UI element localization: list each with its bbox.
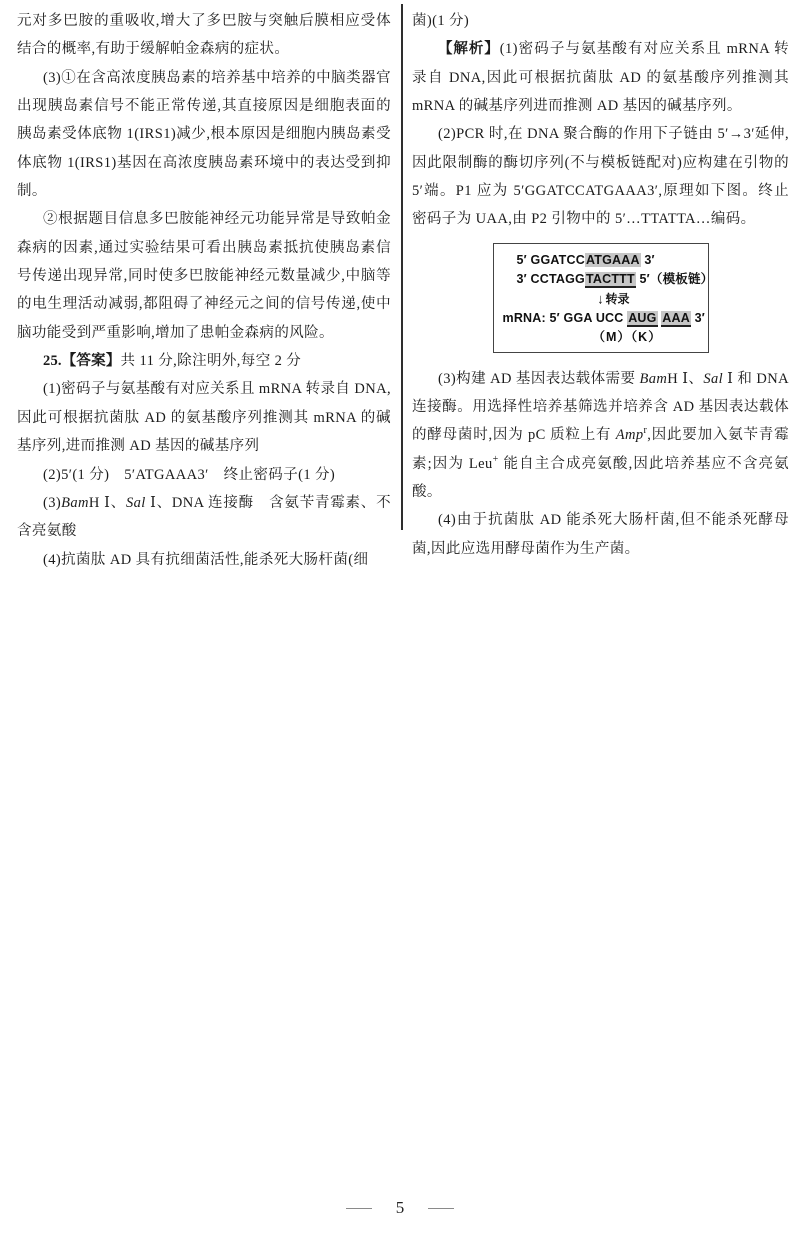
answer-25-item-3 [17,489,391,546]
right-column [412,7,789,563]
para-dopamine-continuation [17,7,391,64]
paragraph-text: ,因此要加入氨苄青霉素;因为 [412,427,789,472]
gene-name-amp: Amp [615,427,644,444]
analysis-item-3 [412,365,789,507]
paragraph-text: (4)由于抗菌肽 AD 能杀死大肠杆菌,但不能杀死酵母菌,因此应选用酵母菌作为生产菌。 [412,512,789,557]
highlighted-codon-aaa: AAA [662,310,690,325]
paragraph-text: (3)构建 AD 基因表达载体需要 [438,370,640,387]
paragraph-text: (3)①在含高浓度胰岛素的培养基中培养的中脑类器官出现胰岛素信号不能正常传递,其直接原因是细胞表面的胰岛素受体底物 1(IRS1)减少,根本原因是细胞内胰岛素受体底物 1(IRS1)基因在高浓度胰岛素环境中的表达受到抑制。 [17,69,391,200]
highlighted-codon-atgaaa: ATGAAA [585,252,640,267]
transcription-arrow-row [503,289,699,309]
paragraph-text: 元对多巴胺的重吸收,增大了多巴胺与突触后膜相应受体结合的概率,有助于缓解帕金森病的症状。 [17,13,391,58]
answer-25-header [17,347,391,375]
highlighted-codon-aug: AUG [628,310,657,325]
analysis-item-4 [412,506,789,563]
sequence-text: 3′ [690,310,705,325]
paragraph-text: (1)密码子与氨基酸有对应关系且 mRNA 转录自 DNA,因此可根据抗菌肽 AD 的氨基酸序列推测其 mRNA 的碱基序列进而推测 AD 基因的碱基序列。 [412,41,789,115]
answer-label: 25.【答案】 [43,353,121,370]
down-arrow-icon: ↓ [597,290,604,307]
analysis-header [412,35,789,120]
transcription-diagram [493,243,714,353]
paragraph-text: ②根据题目信息多巴胺能神经元功能异常是导致帕金森病的因素,通过实验结果可看出胰岛素抵抗使胰岛素信号传递出现异常,同时使多巴胺能神经元数量减少,中脑等的电生理活动减弱,都阻碍了神经元之间的信号传递,使中脑功能受到严重影响,增加了患帕金森病的风险。 [17,211,391,341]
answer-25-item-1 [17,375,391,460]
column-divider [401,4,403,530]
mrna-strand [502,309,705,328]
paragraph-text: H Ⅰ、 [88,494,126,511]
answer-25-item-2 [17,461,391,489]
footer-dash-left [346,1208,372,1209]
gene-name-leu: Leu [468,455,493,472]
sequence-text: 3′ [640,252,655,267]
paragraph-text: (1)密码子与氨基酸有对应关系且 mRNA 转录自 DNA,因此可根据抗菌肽 AD 的氨基酸序列推测其 mRNA 的碱基序列,进而推测 AD 基因的碱基序列 [17,381,391,455]
paragraph-text: (2)PCR 时,在 DNA 聚合酶的作用下子链由 5′→3′延伸,因此限制酶的酶切序列(不与模板链配对)应构建在引物的 5′端。P1 应为 5′GGATCCATGAAA3′,原理如下图。终止密码子为 UAA,由 P2 引物中的 5′…TTATTA…编码。 [412,126,789,228]
dna-coding-strand [503,251,699,270]
answer-header-text: 共 11 分,除注明外,每空 2 分 [120,353,302,370]
analysis-label: 【解析】 [438,41,500,58]
footer-dash-right [428,1208,454,1209]
paragraph-text: Ⅰ 和 DNA 连接酶。用选择性培养基筛选并培养含 AD 基因表达载体的酵母菌时,因为 pC 质粒上有 [412,370,789,444]
sequence-text: 5′（模板链） [635,271,714,286]
paragraph-text: Ⅰ、DNA 连接酶 含氨苄青霉素、不含亮氨酸 [17,494,391,540]
para-bacteria-continuation [412,7,789,35]
amino-acid-labels: （M）（K） [592,329,662,344]
page-footer [0,1198,800,1218]
sequence-text: 5′ GGATCC [516,252,585,267]
gene-name-sal: Sal [125,494,146,511]
transcription-arrow-label: 转录 [605,291,630,306]
answer-25-item-4 [17,546,391,574]
page-number: 5 [395,1198,405,1217]
gene-name-sal: Sal [703,370,724,387]
paragraph-text: (3) [43,494,62,511]
gene-name-bam: Bam [639,370,668,387]
sequence-text: 3′ CCTAGG [516,271,585,286]
paragraph-text: 能自主合成亮氨酸,因此培养基应不含亮氨酸。 [412,455,790,501]
paragraph-text: (2)5′(1 分) 5′ATGAAA3′ 终止密码子(1 分) [43,466,336,483]
left-column [17,7,391,574]
gene-name-bam: Bam [61,494,89,511]
sequence-text: mRNA: 5′ GGA UCC [502,310,628,325]
leu-plus-superscript: + [492,453,499,465]
highlighted-codon-tacttt: TACTTT [585,271,635,286]
paragraph-text: 菌)(1 分) [412,13,470,29]
para-answer24-3-1 [17,64,391,206]
analysis-item-2 [412,120,789,233]
paragraph-text: H Ⅰ、 [667,370,704,387]
paragraph-text: (4)抗菌肽 AD 具有抗细菌活性,能杀死大肠杆菌(细 [43,551,369,568]
dna-template-strand [503,270,714,289]
para-answer24-3-2 [17,205,391,347]
amp-resistance-superscript: r [643,425,648,437]
